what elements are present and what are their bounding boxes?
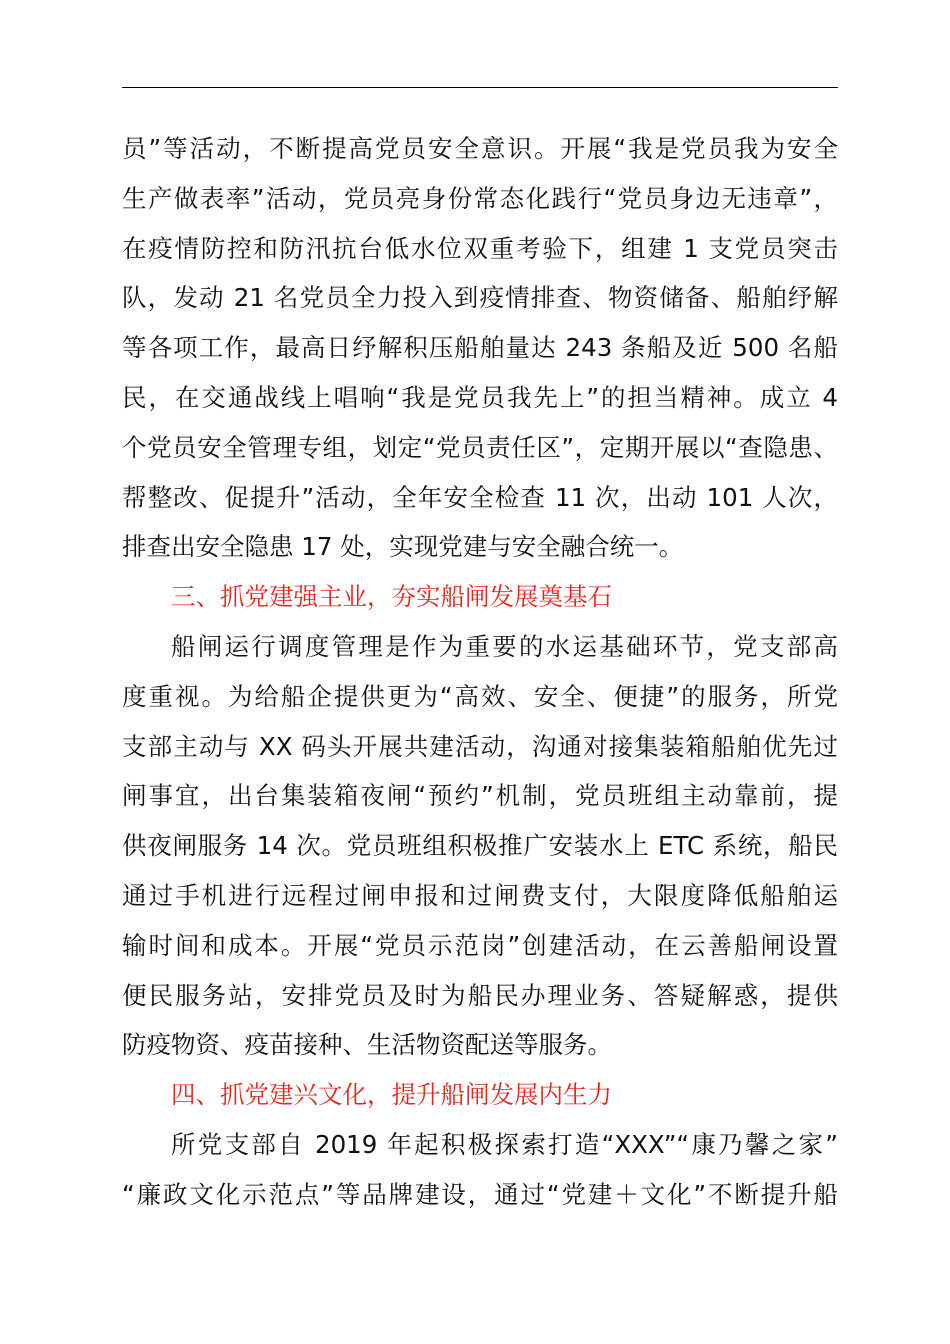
paragraph-line: 供夜闸服务 14 次。党员班组积极推广安装水上 ETC 系统，船民 [122,831,838,861]
section-heading-3: 三、抓党建强主业，夯实船闸发展奠基石 [171,582,612,612]
paragraph-line: 闸事宜，出台集装箱夜闸“预约”机制，党员班组主动靠前，提 [122,781,838,811]
paragraph-line: 等各项工作，最高日纾解积压船舶量达 243 条船及近 500 名船 [122,333,838,363]
paragraph-line: 度重视。为给船企提供更为“高效、安全、便捷”的服务，所党 [122,681,838,711]
paragraph-line: 队，发动 21 名党员全力投入到疫情排查、物资储备、船舶纾解 [122,283,838,313]
paragraph-line: 排查出安全隐患 17 处，实现党建与安全融合统一。 [122,532,684,562]
paragraph-line: 支部主动与 XX 码头开展共建活动，沟通对接集装箱船舶优先过 [122,731,838,761]
section-heading-4: 四、抓党建兴文化，提升船闸发展内生力 [171,1080,612,1110]
paragraph-line: 输时间和成本。开展“党员示范岗”创建活动，在云善船闸设置 [122,930,838,960]
paragraph-line: 在疫情防控和防汛抗台低水位双重考验下，组建 1 支党员突击 [122,233,838,263]
header-rule [122,87,838,88]
paragraph-line: 帮整改、促提升”活动，全年安全检查 11 次，出动 101 人次， [122,482,838,512]
paragraph-line: 便民服务站，安排党员及时为船民办理业务、答疑解惑，提供 [122,980,838,1010]
paragraph-line: “廉政文化示范点”等品牌建设，通过“党建＋文化”不断提升船 [122,1179,838,1209]
paragraph-line: 通过手机进行远程过闸申报和过闸费支付，大限度降低船舶运 [122,880,838,910]
paragraph-line: 民，在交通战线上唱响“我是党员我先上”的担当精神。成立 4 [122,382,838,412]
paragraph-line: 员”等活动，不断提高党员安全意识。开展“我是党员我为安全 [122,134,838,163]
paragraph-line: 个党员安全管理专组，划定“党员责任区”，定期开展以“查隐患、 [122,432,838,462]
paragraph-line: 所党支部自 2019 年起积极探索打造“XXX”“康乃馨之家” [171,1129,838,1159]
document-body [122,124,838,1220]
paragraph-line: 防疫物资、疫苗接种、生活物资配送等服务。 [122,1030,612,1060]
paragraph-line: 船闸运行调度管理是作为重要的水运基础环节，党支部高 [171,631,838,661]
paragraph-line: 生产做表率”活动，党员亮身份常态化践行“党员身边无违章”， [122,183,838,213]
